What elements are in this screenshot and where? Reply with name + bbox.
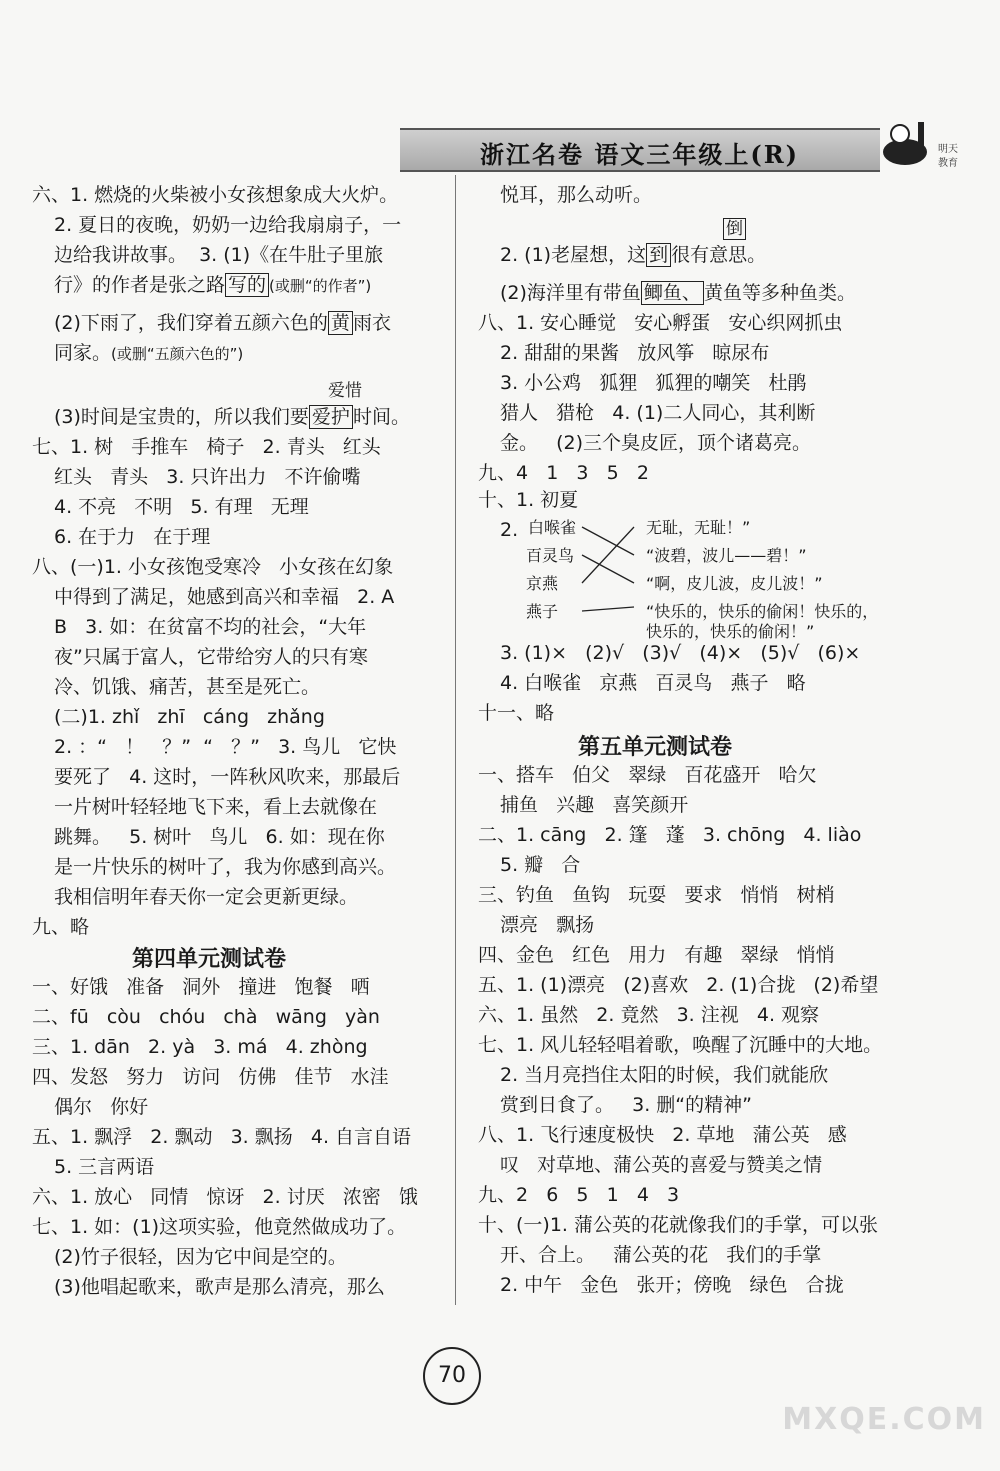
answer-line: 二、1. cāng 2. 篷 蓬 3. chōng 4. liào bbox=[478, 824, 862, 846]
answer-line: 夜”只属于富人，它带给穷人的只有寒 bbox=[54, 646, 368, 668]
answer-line: 同家。(或删“五颜六色的”) bbox=[54, 342, 244, 364]
page-number: 70 bbox=[423, 1347, 481, 1405]
answer-line: 九、2 6 5 1 4 3 bbox=[478, 1184, 680, 1206]
answer-line: 2. 当月亮挡住太阳的时候，我们就能欣 bbox=[500, 1064, 829, 1086]
answer-line: 红头 青头 3. 只许出力 不许偷嘴 bbox=[54, 466, 361, 488]
answer-line: (3)他唱起歌来，歌声是那么清亮，那么 bbox=[54, 1276, 385, 1298]
quote-label: “快乐的，快乐的偷闲！快乐的， bbox=[646, 602, 879, 621]
answer-line: 十一、略 bbox=[478, 702, 555, 724]
answer-line: 开、合上。 蒲公英的花 我们的手掌 bbox=[500, 1244, 822, 1266]
answer-line: 六、1. 燃烧的火柴被小女孩想象成大火炉。 bbox=[32, 184, 399, 206]
answer-line: 七、1. 如：(1)这项实验，他竟然做成功了。 bbox=[32, 1216, 407, 1238]
answer-line: (二)1. zhǐ zhī cáng zhǎng bbox=[54, 706, 325, 728]
answer-line: 赏到日食了。 3. 删“的精神” bbox=[500, 1094, 752, 1116]
answer-line: 2. bbox=[500, 519, 519, 541]
boxed-word: 写的 bbox=[225, 273, 269, 297]
answer-note: (或删“的作者”) bbox=[269, 277, 372, 295]
answer-line: 六、1. 放心 同情 惊讶 2. 讨厌 浓密 饿 bbox=[32, 1186, 418, 1208]
answer-line: 四、金色 红色 用力 有趣 翠绿 悄悄 bbox=[478, 944, 835, 966]
answer-line: (2)海洋里有带鱼 鲫鱼、 黄鱼等多种鱼类。 bbox=[500, 282, 856, 304]
answer-line: 4. 白喉雀 京燕 百灵鸟 燕子 略 bbox=[500, 672, 806, 694]
answer-line: 2. 夏日的夜晚，奶奶一边给我扇扇子，一 bbox=[54, 214, 402, 236]
section-title: 第四单元测试卷 bbox=[132, 946, 287, 972]
answer-note: (或删“五颜六色的”) bbox=[111, 345, 244, 363]
answer-line: 3. (1)× (2)√ (3)√ (4)× (5)√ (6)× bbox=[500, 642, 861, 664]
answer-line: 漂亮 飘扬 bbox=[500, 914, 595, 936]
answer-line: 4. 不亮 不明 5. 有理 无理 bbox=[54, 496, 309, 518]
answer-line: 八、(一)1. 小女孩饱受寒冷 小女孩在幻象 bbox=[32, 556, 394, 578]
answer-line: 偶尔 你好 bbox=[54, 1096, 149, 1118]
answer-line: 一、好饿 准备 洞外 撞进 饱餐 哂 bbox=[32, 976, 370, 998]
answer-line: 边给我讲故事。 3. (1)《在牛肚子里旅 bbox=[54, 244, 384, 266]
answer-line: 九、4 1 3 5 2 bbox=[478, 462, 649, 484]
watermark-text: MXQE.COM bbox=[782, 1402, 986, 1437]
bird-label: 京燕 bbox=[526, 574, 559, 593]
correction-word: 爱惜 bbox=[328, 381, 362, 401]
correction-word: 倒 bbox=[723, 214, 746, 244]
section-title: 第五单元测试卷 bbox=[578, 734, 733, 760]
matching-lines bbox=[578, 515, 638, 627]
book-header-banner bbox=[400, 128, 958, 172]
answer-line: 2. (1)老屋想，这 到 很有意思。 bbox=[500, 244, 767, 266]
answer-line: 十、1. 初夏 bbox=[478, 489, 579, 511]
column-divider bbox=[455, 175, 456, 1305]
answer-line: 七、1. 风儿轻轻唱着歌，唤醒了沉睡中的大地。 bbox=[478, 1034, 883, 1056]
answer-line: 五、1. 飘浮 2. 飘动 3. 飘扬 4. 自言自语 bbox=[32, 1126, 412, 1148]
answer-line: 一、搭车 伯父 翠绿 百花盛开 哈欠 bbox=[478, 764, 817, 786]
answer-line: B 3. 如：在贫富不均的社会，“大年 bbox=[54, 616, 367, 638]
answer-line: 行》的作者是张之路 写的 (或删“的作者”) bbox=[54, 274, 372, 296]
answer-line: 金。 (2)三个臭皮匠，顶个诸葛亮。 bbox=[500, 432, 812, 454]
answer-line: 七、1. 树 手推车 椅子 2. 青头 红头 bbox=[32, 436, 381, 458]
logo-text-2: 教育 bbox=[938, 158, 958, 169]
answer-line: 十、(一)1. 蒲公英的花就像我们的手掌，可以张 bbox=[478, 1214, 878, 1236]
bird-label: 白喉雀 bbox=[528, 518, 577, 537]
quote-label: “啊，皮儿波，皮儿波！” bbox=[646, 574, 823, 593]
answer-line: 六、1. 虽然 2. 竟然 3. 注视 4. 观察 bbox=[478, 1004, 820, 1026]
answer-line: 5. 三言两语 bbox=[54, 1156, 155, 1178]
answer-line: 捕鱼 兴趣 喜笑颜开 bbox=[500, 794, 689, 816]
boxed-word: 黄 bbox=[328, 311, 353, 335]
answer-line: 八、1. 安心睡觉 安心孵蛋 安心织网抓虫 bbox=[478, 312, 843, 334]
answer-line: 二、fū còu chóu chà wāng yàn bbox=[32, 1006, 380, 1028]
answer-line: 2. 中午 金色 张开；傍晚 绿色 合拢 bbox=[500, 1274, 844, 1296]
answer-line: 叹 对草地、蒲公英的喜爱与赞美之情 bbox=[500, 1154, 823, 1176]
answer-line: 三、钓鱼 鱼钩 玩耍 要求 悄悄 树梢 bbox=[478, 884, 835, 906]
answer-line: 是一片快乐的树叶了，我为你感到高兴。 bbox=[54, 856, 397, 878]
answer-line: 2. 甜甜的果酱 放风筝 晾尿布 bbox=[500, 342, 770, 364]
boxed-word: 爱护 bbox=[309, 405, 353, 429]
boxed-word: 鲫鱼、 bbox=[641, 281, 704, 305]
bird-label: 百灵鸟 bbox=[526, 546, 575, 565]
answer-line: 五、1. (1)漂亮 (2)喜欢 2. (1)合拢 (2)希望 bbox=[478, 974, 879, 996]
bird-label: 燕子 bbox=[526, 602, 559, 621]
answer-line: 3. 小公鸡 狐狸 狐狸的嘲笑 杜鹃 bbox=[500, 372, 807, 394]
logo-text-1: 明天 bbox=[938, 144, 958, 155]
answer-line: (2)竹子很轻，因为它中间是空的。 bbox=[54, 1246, 347, 1268]
answer-line: 冷、饥饿、痛苦，甚至是死亡。 bbox=[54, 676, 321, 698]
answer-line: 6. 在于力 在于理 bbox=[54, 526, 211, 548]
answer-line: 2. ：“ ！ ？” “ ？” 3. 鸟儿 它快 bbox=[54, 736, 397, 758]
boxed-word: 到 bbox=[646, 243, 671, 267]
book-title: 浙江名卷 语文三年级上(R) bbox=[480, 140, 800, 169]
answer-line: 一片树叶轻轻地飞下来，看上去就像在 bbox=[54, 796, 378, 818]
answer-line: 悦耳，那么动听。 bbox=[500, 184, 653, 206]
answer-line: 三、1. dān 2. yà 3. má 4. zhòng bbox=[32, 1036, 368, 1058]
quote-label: 无耻，无耻！” bbox=[646, 518, 751, 537]
quote-label: 快乐的，快乐的偷闲！” bbox=[646, 622, 815, 641]
quote-label: “波碧，波儿——碧！” bbox=[646, 546, 807, 565]
answer-line: 八、1. 飞行速度极快 2. 草地 蒲公英 感 bbox=[478, 1124, 847, 1146]
answer-line: 猎人 猎枪 4. (1)二人同心，其利断 bbox=[500, 402, 816, 424]
answer-line: 中得到了满足，她感到高兴和幸福 2. A bbox=[54, 586, 395, 608]
answer-line: (2)下雨了，我们穿着五颜六色的 黄 雨衣 bbox=[54, 312, 391, 334]
answer-line: (3)时间是宝贵的，所以我们要 爱护 时间。 bbox=[54, 406, 410, 428]
matching-diagram bbox=[498, 515, 918, 641]
answer-line: 要死了 4. 这时，一阵秋风吹来，那最后 bbox=[54, 766, 401, 788]
answer-line: 5. 瓣 合 bbox=[500, 854, 581, 876]
answer-line: 跳舞。 5. 树叶 鸟儿 6. 如：现在你 bbox=[54, 826, 385, 848]
answer-line: 我相信明年春天你一定会更新更绿。 bbox=[54, 886, 359, 908]
answer-line: 九、略 bbox=[32, 916, 90, 938]
answer-line: 四、发怒 努力 访问 仿佛 佳节 水洼 bbox=[32, 1066, 389, 1088]
